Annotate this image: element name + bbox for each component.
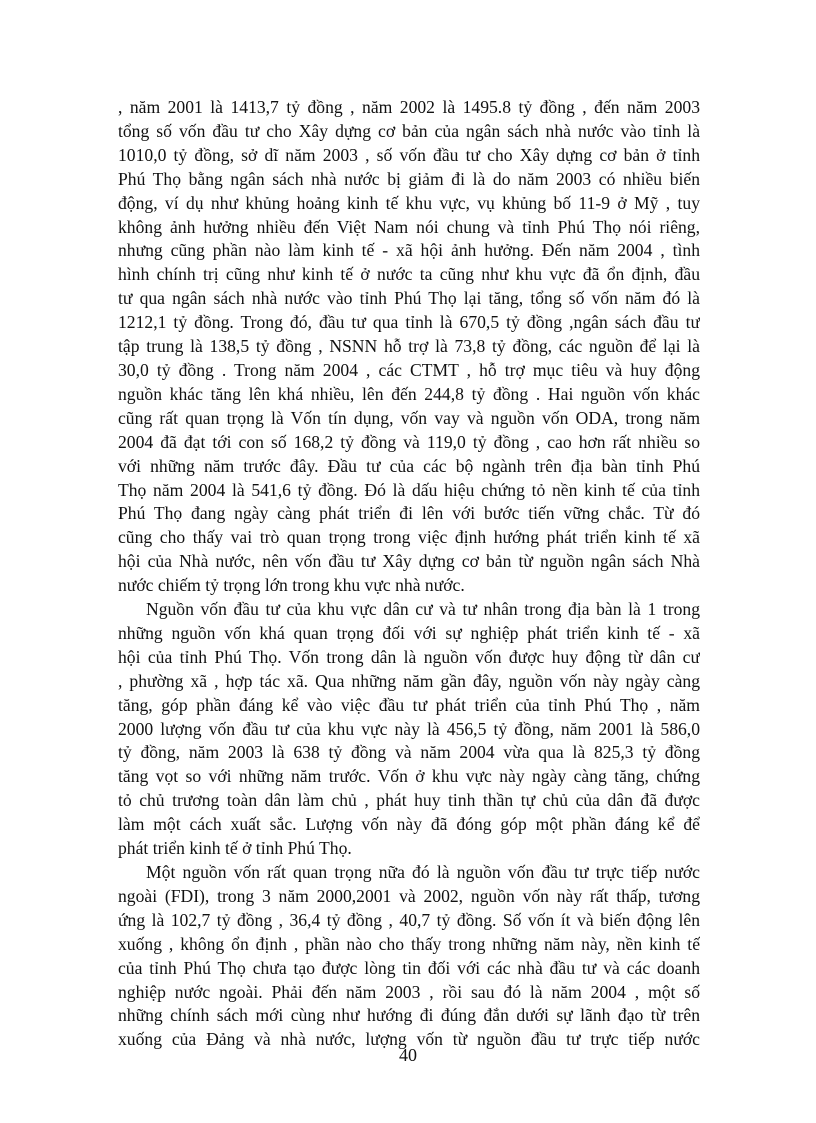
text-line: tổng số vốn đầu tư cho Xây dựng cơ bản của ngân sách nhà nước vào tỉnh là [118,120,700,141]
text-line: những chính sách mới cùng như hướng đi đúng đắn dưới sự lãnh đạo từ trên [118,1005,700,1026]
text-line: những nguồn vốn khá quan trọng đối với sự nghiệp phát triển kinh tế - xã [118,622,700,643]
text-line: cũng cho thấy vai trò quan trọng trong việc định hướng phát triển kinh tế xã [118,527,700,548]
text-line: Phú Thọ bằng ngân sách nhà nước bị giảm đi là do năm 2003 có nhiều biến [118,168,700,189]
text-line: Thọ năm 2004 là 541,6 tỷ đồng. Đó là dấu hiệu chứng tỏ nền kinh tế của tỉnh [118,479,700,500]
paragraph [118,861,700,1052]
text-line: tỷ đồng, năm 2003 là 638 tỷ đồng và năm 2004 vừa qua là 825,3 tỷ đồng [118,742,700,763]
text-line: với những năm trước đây. Đầu tư của các bộ ngành trên địa bàn tỉnh Phú [118,455,700,476]
body-text [118,96,700,1052]
text-line: của tỉnh Phú Thọ chưa tạo được lòng tin đối với các nhà đầu tư và các doanh [118,957,700,978]
text-line: nước chiếm tỷ trọng lớn trong khu vực nhà nước. [118,575,465,596]
text-line: ứng là 102,7 tỷ đồng , 36,4 tỷ đồng , 40,7 tỷ đồng. Số vốn ít và biến động lên [118,909,700,930]
text-line: nghiệp nước ngoài. Phải đến năm 2003 , rồi sau đó là năm 2004 , một số [118,981,700,1002]
text-line: làm một cách xuất sắc. Lượng vốn này đã đóng góp một phần đáng kể để [118,814,700,835]
text-line: xuống của Đảng và nhà nước, lượng vốn từ nguồn đầu tư trực tiếp nước [118,1029,700,1050]
text-line: phát triển kinh tế ở tỉnh Phú Thọ. [118,838,352,859]
text-line: tăng, góp phần đáng kể vào việc đầu tư phát triển của tỉnh Phú Thọ , năm [118,694,700,715]
text-line: nhưng cũng phần nào làm kinh tế - xã hội ảnh hưởng. Đến năm 2004 , tình [118,240,700,261]
text-line: động, ví dụ như khủng hoảng kinh tế khu vực, vụ khủng bố 11-9 ở Mỹ , tuy [118,192,700,213]
text-line: Nguồn vốn đầu tư của khu vực dân cư và tư nhân trong địa bàn là 1 trong [146,599,700,620]
paragraph [118,96,700,598]
text-line: 30,0 tỷ đồng . Trong năm 2004 , các CTMT , hỗ trợ mục tiêu và huy động [118,359,700,380]
text-line: nguồn khác tăng lên khá nhiều, lên đến 244,8 tỷ đồng . Hai nguồn vốn khác [118,383,700,404]
text-line: Phú Thọ đang ngày càng phát triển đi lên với bước tiến vững chắc. Từ đó [118,503,700,524]
text-line: , năm 2001 là 1413,7 tỷ đồng , năm 2002 là 1495.8 tỷ đồng , đến năm 2003 [118,97,700,117]
text-line: Một nguồn vốn rất quan trọng nữa đó là nguồn vốn đầu tư trực tiếp nước [146,862,700,882]
text-line: hội của tỉnh Phú Thọ. Vốn trong dân là nguồn vốn được huy động từ dân cư [118,646,700,667]
text-line: cũng rất quan trọng là Vốn tín dụng, vốn vay và nguồn vốn ODA, trong năm [118,407,700,428]
text-line: xuống , không ổn định , phần nào cho thấy trong những năm này, nền kinh tế [118,933,700,954]
text-line: tăng vọt so với những năm trước. Vốn ở khu vực này ngày càng tăng, chứng [118,766,700,787]
page-number: 40 [399,1045,417,1065]
text-line: 1010,0 tỷ đồng, sở dĩ năm 2003 , số vốn đầu tư cho Xây dựng cơ bản ở tỉnh [118,144,700,165]
text-line: tư qua ngân sách nhà nước vào tỉnh Phú Thọ lại tăng, tổng số vốn năm đó là [118,288,700,309]
text-line: hội của Nhà nước, nên vốn đầu tư Xây dựng cơ bản từ nguồn ngân sách Nhà [118,551,700,572]
text-line: 1212,1 tỷ đồng. Trong đó, đầu tư qua tỉnh là 670,5 tỷ đồng ,ngân sách đầu tư [118,312,700,333]
text-line: 2004 đã đạt tới con số 168,2 tỷ đồng và 119,0 tỷ đồng , cao hơn rất nhiều so [118,431,700,452]
text-line: tập trung là 138,5 tỷ đồng , NSNN hỗ trợ là 73,8 tỷ đồng, các nguồn để lại là [118,336,700,357]
text-line: không ảnh hưởng nhiều đến Việt Nam nói chung và tỉnh Phú Thọ nói riêng, [118,216,700,237]
text-line: , phường xã , hợp tác xã. Qua những năm gần đây, nguồn vốn này ngày càng [118,670,700,691]
text-line: ngoài (FDI), trong 3 năm 2000,2001 và 2002, nguồn vốn này rất thấp, tương [118,885,700,906]
paragraph [118,598,700,861]
text-line: 2000 lượng vốn đầu tư của khu vực này là 456,5 tỷ đồng, năm 2001 là 586,0 [118,718,700,739]
text-line: tỏ chủ trương toàn dân làm chủ , phát huy tinh thần tự chủ của dân đã được [118,790,700,811]
text-line: hình chính trị cũng như kinh tế ở nước ta cũng như khu vực đã ổn định, đầu [118,264,700,285]
